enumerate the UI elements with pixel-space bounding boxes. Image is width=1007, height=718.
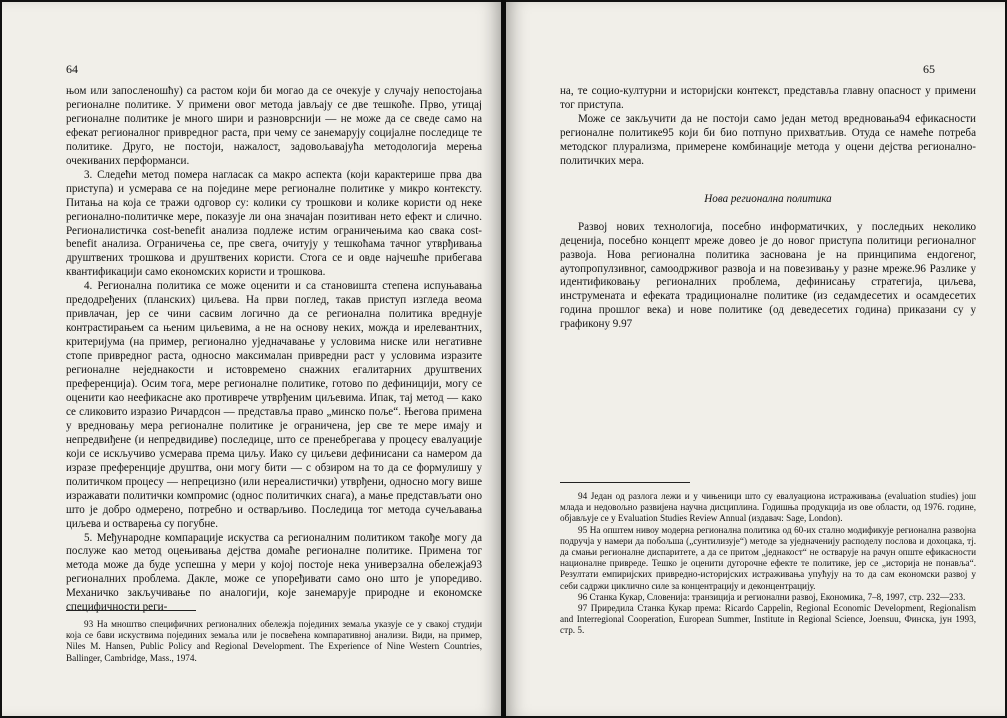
- paragraph: 4. Регионална политика се може оценити и са становишта степена испуњавања предодређених (планских) циљева. На први поглед, такав приступ изгледа веома привлачан, јер се чини сасвим логично да се регионална политика вреднује контрастирањем са њеним циљевима, а не на основу неких, можда и ирелевантних, критеријума (на пример, регионално уједначавање у условима ниске или негативне стопе привредног раста, односно максималан привредни раст у условима изразите регионалне неједнакости и истовремено снажних егалитарних друштвених преференција). Осим тога, мере регионалне политике, готово по дефиницији, могу се оценити као неефикасне ако противрече утврђеним циљевима. Ипак, тај метод — како се сликовито изразио Ричардсон — представља право „минско поље“. Његова примена у вредновању мера регионалне политике је ограничена, јер све те мере имају и непредвиђене (и непредвидиве) последице, што се пренебрегава у процесу евалуације који се искључиво усмерава према циљу. Иако су циљеви дефинисани са намером да изразе преференције друштва, они могу бити — с обзиром на то да се формулишу у политичком процесу — непрецизно (или нереалистички) утврђени, односно могу више изражавати политички компромис (однос политичких снага), а мање представљати оно што је добро одмерено, потребно и остварљиво. Последица тог метода сучељавања циљева и остварења су погубне.: [66, 280, 482, 530]
- footnote: 94 Један од разлога лежи и у чињеници што су евалуациона истраживања (evaluation studies) још млада и недовољно развијена научна дисциплина. Годишња продукција из ове области, од 1976. године, објављује се у Evaluation Studies Review Annual (издавач: Sage, London).: [560, 491, 976, 524]
- left-page: [2, 2, 501, 716]
- right-page: [506, 2, 1005, 716]
- paragraph: на, те социо-културни и историјски контекст, представља главну опасност у примени тог приступа.: [560, 85, 976, 111]
- footnote: 96 Станка Кукар, Словенија: транзиција и регионални развој, Економика, 7–8, 1997, стр. 232—233.: [578, 591, 966, 602]
- footnote-rule: [560, 482, 690, 483]
- left-footnotes: [66, 610, 482, 664]
- paragraph: 3. Следећи метод померa нагласак са макро аспекта (који карактерише прва два приступа) и усмерава се на поједине мере регионалне политике у микро контексту. Питања на која се тражи одговор су: колики су трошкови и колике користи од неке регионално-политичке мере, показује ли она значајан позитиван нето ефект и слично. Регионалистичка cost-benefit анализа подлеже истим ограничењима као свака cost-benefit анализа. Ограничења се, пре свега, очитују у тешкоћама тачног утврђивања друштвених трошкова и друштвених користи. Стога се и овде најчешће прибегава квантификацији само економских користи и трошкова.: [66, 168, 482, 279]
- paragraph: њом или запосленошћу) са растом који би могао да се очекује у случају непостојања регионалне политике. У примени овог метода јављају се две тешкоће. Прво, утицај регионалне политике је много шири и разноврснији — не може да се сведе само на ефекат регионалног привредног раста, при чему се занемарују социјалне последице те политике. Друго, не постоји, нажалост, задовољавајућа методологија мерења очекиваних перформанси.: [66, 85, 482, 167]
- footnote: 93 На мноштво специфичних регионалних обележја појединих земаља указује се у свакој студији која се бави искуствима појединих земаља или је посвећена компаративној анализи. Види, на пример, Niles M. Hansen, Public Policy and Regional Development. The Experience of Nine Western Countries, Ballinger, Cambridge, Mass., 1974.: [66, 619, 482, 663]
- paragraph: 5. Међународне компарације искуства са регионалним политиком такође могу да послуже као метод оцењивања дејства домаће регионалне политике. Примена тог метода може да буде успешна у мери у којој постоје нека универзална обележја93 регионалних проблема. Дакле, може се упоређивати само оно што је упоредиво. Механичко закључивање по аналогији, које занемарује природне и економске специфичности реги-: [66, 531, 482, 614]
- right-body-text: [560, 85, 976, 332]
- section-heading: Нова регионална политика: [704, 192, 832, 205]
- paragraph: Може се закључити да не постоји само један метод вредновања94 ефикасности регионалне политике95 који би био потпуно прихватљив. Отуда се намеће потреба методског плурализма, примерене комбинације метода у оцени дејства регионално-политичких мера.: [560, 112, 976, 167]
- page-number-left: 64: [66, 62, 78, 76]
- footnote-rule: [66, 610, 196, 611]
- paragraph: Развој нових технологија, посебно информатичких, у последњих неколико деценија, посебно концепт мреже довео је до новог приступа политици регионалног развоја. Нова регионална политика заснована је на принципима ендогеног, аутопропулзивног, самоодрживог развоја и на повезивању у разне мреже.96 Разлике у идентификовању регионалних проблема, дефинисању стратегија, циљева, инструмената и ефеката традиционалне политике (из седамдесетих и осамдесетих година прошлог века) и нове политике (од деведесетих година) приказани су у графикону 9.97: [560, 220, 976, 331]
- left-body-text: [66, 85, 482, 615]
- footnote: 97 Приредила Станка Кукар према: Ricardo Cappelin, Regional Economic Development, Regionalism and Interregional Cooperation, European Summer, Institute in Regional Science, Joensuu, Финска, јун 1993, стр. 5.: [560, 603, 976, 636]
- footnote: 95 На општем нивоу модерна регионална политика од 60-их стално модификује регионална развојна подручја у намери да побољша („сунтилизује“) методе за уједначенију расподелу послова и дохоцака, тј. да смањи регионалне диспаритете, а да се притом „једнакост“ не остварује на рачун опште ефикасности националне привреде. Тешко је оценити дугорочне ефекте те политике, јер се „историја не понавља“. Резултати емпиријских привредно-историјских истраживања упућују на то да сам економски развој у себи садржи циклично силе за концентрацију и деконцентрацију.: [560, 524, 976, 591]
- page-number-right: 65: [923, 62, 935, 76]
- right-footnotes: [560, 482, 976, 637]
